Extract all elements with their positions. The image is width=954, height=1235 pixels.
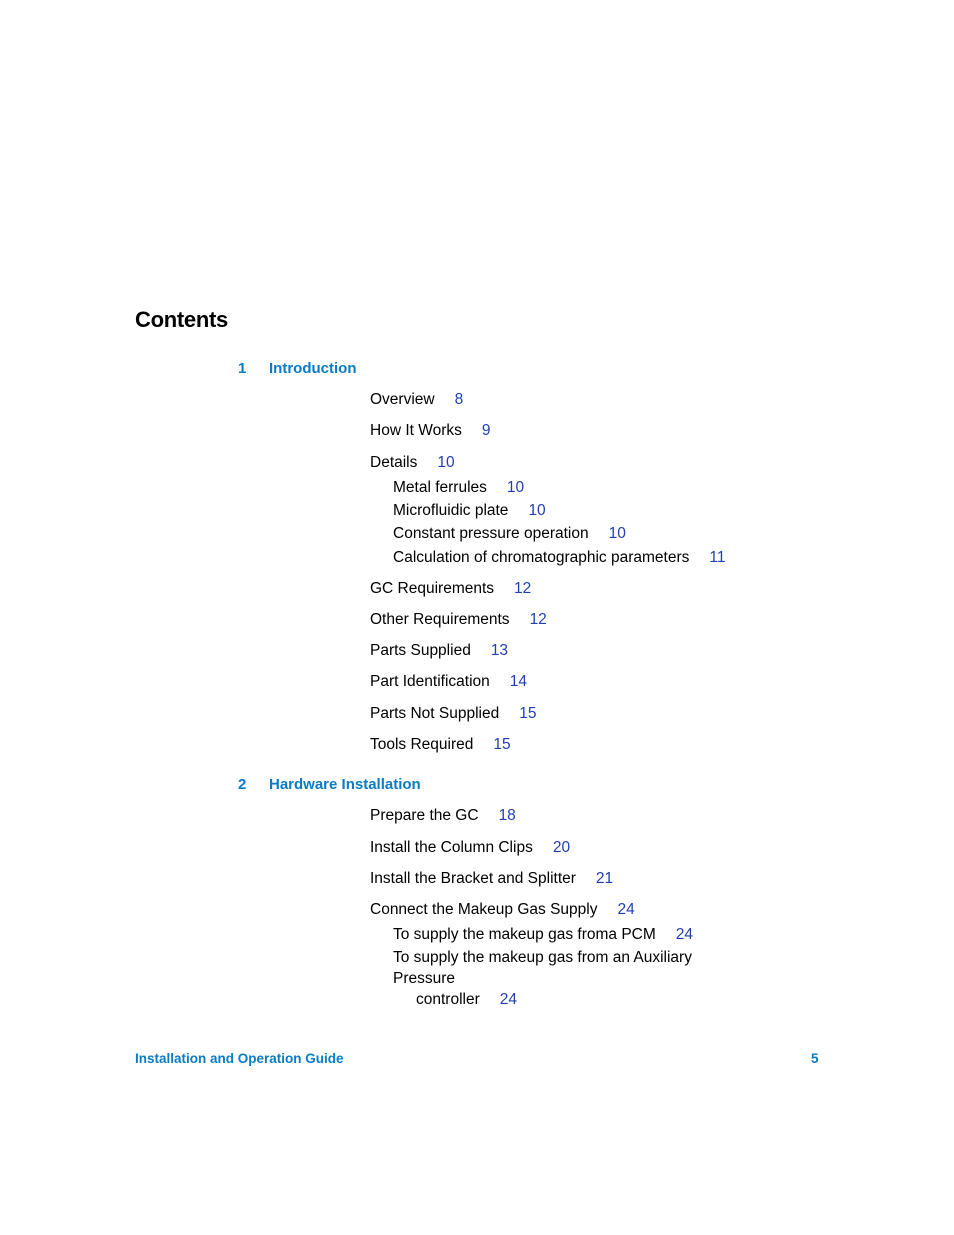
toc-page-link[interactable]: 10: [506, 479, 525, 496]
toc-entry-tools-required[interactable]: [370, 736, 511, 754]
toc-entry-other-requirements[interactable]: [370, 611, 547, 629]
footer-guide-title: Installation and Operation Guide: [135, 1051, 344, 1066]
toc-entry-text: Microfluidic plate: [393, 502, 509, 519]
toc-page-link[interactable]: 21: [595, 870, 614, 887]
toc-entry-text: Other Requirements: [370, 611, 510, 628]
chapter-number: 1: [238, 360, 247, 377]
toc-entry-text: Prepare the GC: [370, 807, 479, 824]
toc-entry-text: Calculation of chromatographic parameters: [393, 549, 690, 566]
toc-subentry-microfluidic-plate[interactable]: [393, 502, 546, 520]
toc-page-link[interactable]: 18: [498, 807, 516, 824]
toc-page-link[interactable]: 10: [528, 502, 546, 519]
toc-subentry-constant-pressure[interactable]: [393, 525, 626, 543]
toc-entry-text: To supply the makeup gas froma PCM: [393, 926, 656, 943]
toc-entry-text: Install the Column Clips: [370, 839, 533, 856]
toc-entry-text: Overview: [370, 391, 435, 408]
toc-page-link[interactable]: 11: [709, 549, 726, 566]
toc-entry-parts-supplied[interactable]: [370, 642, 508, 660]
toc-entry-text: Install the Bracket and Splitter: [370, 870, 576, 887]
toc-page-link[interactable]: 12: [514, 580, 532, 597]
toc-entry-overview[interactable]: [370, 391, 463, 409]
toc-page-link[interactable]: 20: [552, 839, 571, 856]
chapter-number: 2: [238, 776, 247, 793]
footer-page-number: 5: [811, 1051, 819, 1066]
toc-page-link[interactable]: 12: [529, 611, 547, 628]
toc-subentry-metal-ferrules[interactable]: [393, 479, 524, 497]
toc-page-link[interactable]: 14: [509, 673, 528, 690]
chapter-title: Introduction: [269, 360, 357, 377]
toc-entry-text: How It Works: [370, 422, 462, 439]
toc-entry-text: Constant pressure operation: [393, 525, 589, 542]
toc-entry-text: Metal ferrules: [393, 479, 487, 496]
toc-entry-text: Parts Not Supplied: [370, 705, 500, 722]
chapter-title: Hardware Installation: [269, 776, 421, 793]
toc-entry-install-column-clips[interactable]: [370, 839, 570, 857]
toc-entry-text: Tools Required: [370, 736, 474, 753]
toc-entry-details[interactable]: [370, 454, 455, 472]
toc-entry-text: GC Requirements: [370, 580, 495, 597]
toc-entry-connect-makeup-gas[interactable]: [370, 901, 635, 919]
page-title: Contents: [135, 307, 228, 332]
toc-page-link[interactable]: 10: [608, 525, 626, 542]
toc-subentry-makeup-pcm[interactable]: [393, 926, 693, 944]
toc-entry-install-bracket-splitter[interactable]: [370, 870, 613, 888]
toc-page-link[interactable]: 24: [675, 926, 694, 943]
toc-entry-text: To supply the makeup gas from an Auxiliary Pressure: [393, 949, 692, 987]
toc-entry-text-continued: controller: [416, 991, 480, 1008]
toc-page-link[interactable]: 10: [437, 454, 455, 471]
toc-page-link[interactable]: 9: [481, 422, 491, 439]
toc-entry-prepare-gc[interactable]: [370, 807, 516, 825]
toc-page-link[interactable]: 15: [519, 705, 537, 722]
toc-entry-part-identification[interactable]: [370, 673, 527, 691]
toc-entry-text: Part Identification: [370, 673, 490, 690]
toc-page-link[interactable]: 8: [454, 391, 464, 408]
toc-entry-text: Parts Supplied: [370, 642, 471, 659]
toc-page-link[interactable]: 13: [490, 642, 509, 659]
chapter-heading-2[interactable]: [238, 776, 421, 793]
toc-page-link[interactable]: 24: [499, 991, 517, 1008]
toc-entry-text: Details: [370, 454, 418, 471]
toc-entry-text: Connect the Makeup Gas Supply: [370, 901, 598, 918]
toc-page-link[interactable]: 24: [617, 901, 635, 918]
toc-page-link[interactable]: 15: [493, 736, 511, 753]
toc-entry-gc-requirements[interactable]: [370, 580, 531, 598]
chapter-heading-1[interactable]: [238, 360, 356, 377]
toc-entry-how-it-works[interactable]: [370, 422, 491, 440]
toc-subentry-calculation[interactable]: [393, 549, 725, 567]
toc-subentry-makeup-auxiliary[interactable]: [393, 947, 753, 1010]
toc-entry-parts-not-supplied[interactable]: [370, 705, 537, 723]
